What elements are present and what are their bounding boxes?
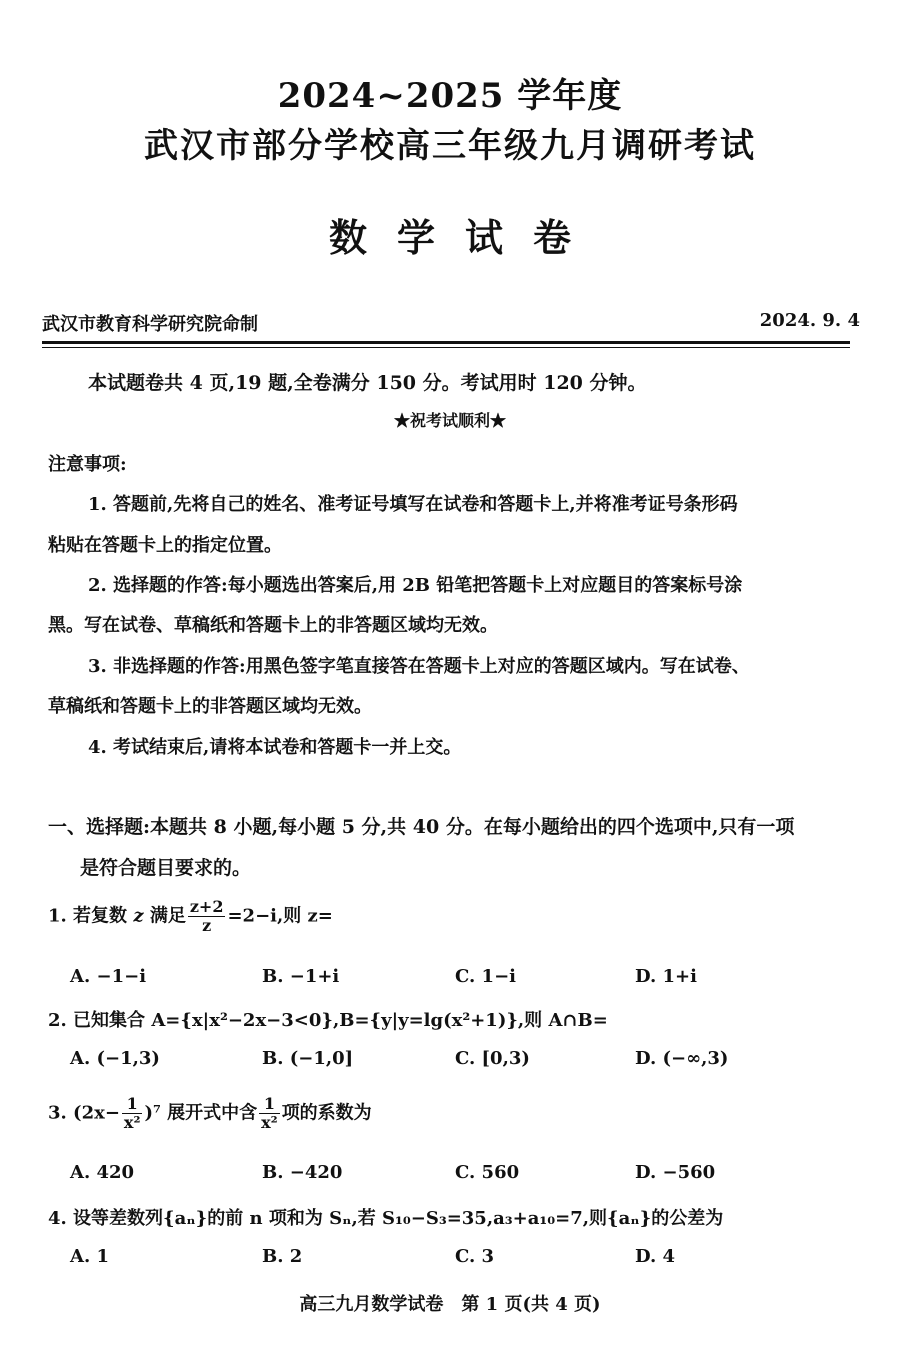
question-1-stem [48, 898, 333, 935]
q3-fraction-2 [259, 1095, 280, 1132]
section-heading-cont: 是符合题目要求的。 [80, 857, 252, 879]
q1-option-a: A. −1−i [70, 966, 147, 987]
issuer-text: 武汉市教育科学研究院命制 [42, 314, 258, 335]
q3-frac2-den: x² [261, 1113, 278, 1132]
q2-option-b: B. (−1,0] [262, 1048, 354, 1069]
q3-option-d: D. −560 [635, 1162, 716, 1183]
q1-option-d: D. 1+i [635, 966, 697, 987]
notice-line: 3. 非选择题的作答:用黑色签字笔直接答在答题卡上对应的答题区域内。写在试卷、 [88, 656, 750, 677]
page-footer: 高三九月数学试卷 第 1 页(共 4 页) [299, 1294, 601, 1315]
q4-option-a: A. 1 [70, 1246, 110, 1267]
q1-text-d: z= [307, 905, 333, 927]
q1-option-b: B. −1+i [262, 966, 340, 987]
header-rule-thin [42, 347, 850, 348]
notice-line: 黑。写在试卷、草稿纸和答题卡上的非答题区域均无效。 [48, 615, 498, 636]
section-heading: 一、选择题:本题共 8 小题,每小题 5 分,共 40 分。在每小题给出的四个选项中,只有一项 [48, 816, 795, 838]
notice-line: 粘贴在答题卡上的指定位置。 [48, 535, 282, 556]
exam-summary: 本试题卷共 4 页,19 题,全卷满分 150 分。考试用时 120 分钟。 [88, 372, 647, 394]
good-luck-line: ★祝考试顺利★ [393, 411, 506, 430]
q3-option-b: B. −420 [262, 1162, 343, 1183]
q2-option-d: D. (−∞,3) [635, 1048, 729, 1069]
notice-line: 4. 考试结束后,请将本试卷和答题卡一并上交。 [88, 737, 462, 758]
q1-text-b: 满足 [143, 905, 186, 927]
q4-option-d: D. 4 [635, 1246, 676, 1267]
notice-line: 1. 答题前,先将自己的姓名、准考证号填写在试卷和答题卡上,并将准考证号条形码 [88, 494, 738, 515]
q2-option-c: C. [0,3) [455, 1048, 530, 1069]
header-rule-thick [42, 341, 850, 344]
q1-option-c: C. 1−i [455, 966, 516, 987]
question-2-stem: 2. 已知集合 A={x|x²−2x−3<0},B={y|y=lg(x²+1)},则 A∩B= [48, 1010, 608, 1031]
notice-title: 注意事项: [48, 454, 127, 475]
notice-line: 2. 选择题的作答:每小题选出答案后,用 2B 铅笔把答题卡上对应题目的答案标号涂 [88, 575, 743, 596]
exam-date: 2024. 9. 4 [759, 310, 860, 331]
exam-title: 武汉市部分学校高三年级九月调研考试 [144, 126, 756, 166]
q4-option-b: B. 2 [262, 1246, 303, 1267]
q3-option-c: C. 560 [455, 1162, 520, 1183]
q2-option-a: A. (−1,3) [70, 1048, 160, 1069]
q3-frac1-num: 1 [122, 1095, 143, 1114]
subject-title: 数学试卷 [328, 215, 601, 260]
q1-text-c: =2−i,则 [227, 905, 308, 927]
q4-option-c: C. 3 [455, 1246, 495, 1267]
academic-year-title: 2024~2025 学年度 [277, 76, 623, 116]
q1-var: z [133, 905, 144, 927]
q1-frac-num: z+2 [189, 897, 224, 916]
q3-text-a: 3. (2x− [48, 1102, 120, 1124]
notice-line: 草稿纸和答题卡上的非答题区域均无效。 [48, 696, 372, 717]
question-3-stem [48, 1095, 372, 1132]
q1-frac-den: z [202, 916, 212, 935]
question-4-stem: 4. 设等差数列{aₙ}的前 n 项和为 Sₙ,若 S₁₀−S₃=35,a₃+a₁₀=7,则{aₙ}的公差为 [48, 1208, 724, 1229]
q3-frac1-den: x² [123, 1113, 141, 1132]
q1-text-a: 1. 若复数 [48, 905, 134, 927]
q3-fraction-1 [122, 1095, 143, 1132]
q3-option-a: A. 420 [70, 1162, 135, 1183]
q1-fraction [188, 898, 226, 935]
q3-text-c: 项的系数为 [281, 1102, 372, 1124]
q3-text-b: )⁷ 展开式中含 [144, 1102, 258, 1124]
q3-frac2-num: 1 [259, 1095, 280, 1114]
